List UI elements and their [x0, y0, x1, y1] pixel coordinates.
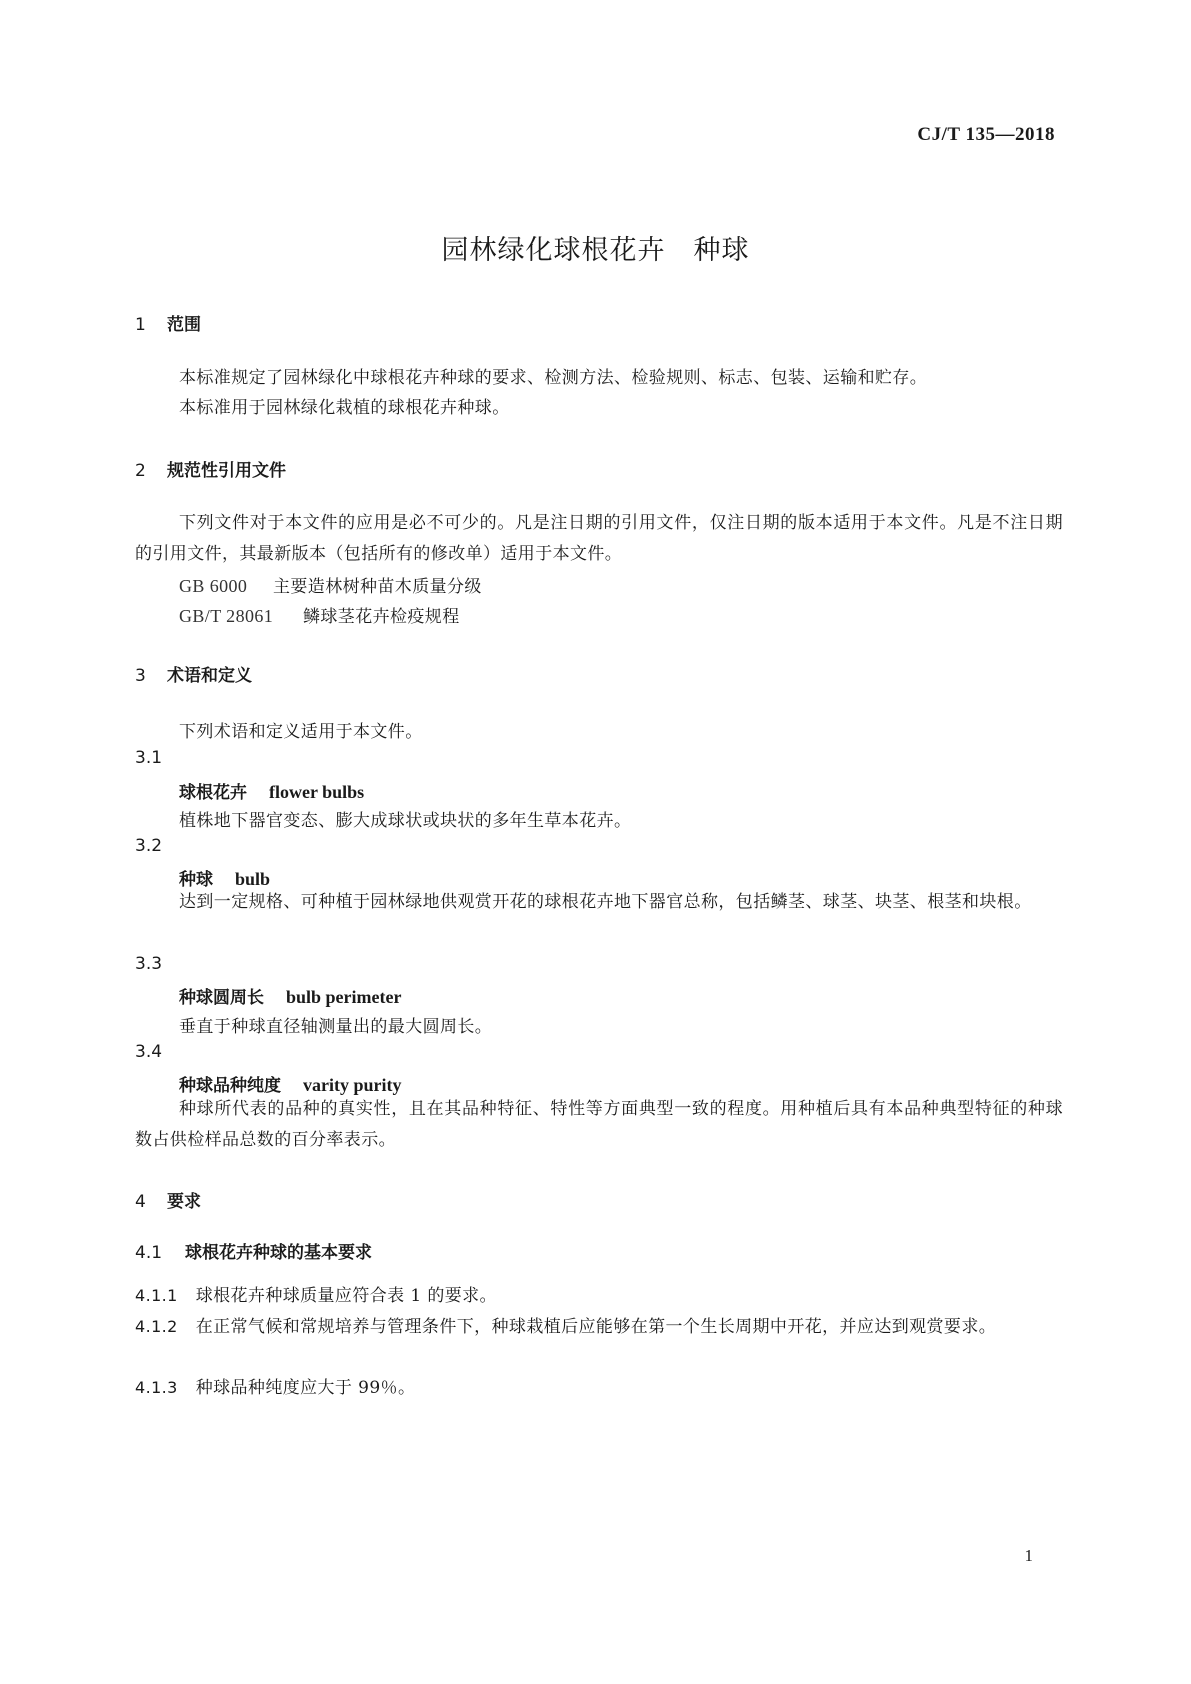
reference-code: GB 6000: [179, 576, 248, 596]
scope-paragraph-1: 本标准规定了园林绿化中球根花卉种球的要求、检测方法、检验规则、标志、包装、运输和贮存。: [179, 368, 928, 388]
clause-4-1-1: [135, 1280, 1063, 1312]
subsection-number: 4.1: [135, 1243, 163, 1263]
term-definition: 植株地下器官变态、膨大成球状或块状的多年生草本花卉。: [179, 811, 632, 831]
term-zh: 球根花卉: [179, 783, 247, 803]
section-2-heading: [135, 456, 286, 481]
term-number: 3.3: [135, 954, 163, 974]
term-en: bulb: [235, 869, 271, 889]
term-zh: 种球: [179, 870, 213, 890]
references-intro: 下列文件对于本文件的应用是必不可少的。凡是注日期的引用文件，仅注日期的版本适用于本文件。凡是不注日期的引用文件，其最新版本（包括所有的修改单）适用于本文件。: [135, 513, 1063, 564]
subsection-4-1-heading: [135, 1238, 372, 1263]
clause-4-1-3: [135, 1372, 1063, 1404]
section-number: 3: [135, 666, 146, 686]
section-number: 2: [135, 461, 146, 481]
clause-text: 在正常气候和常规培养与管理条件下，种球栽植后应能够在第一个生长周期中开花，并应达到观赏要求。: [195, 1317, 997, 1337]
section-4-heading: [135, 1187, 201, 1212]
section-1-heading: [135, 310, 201, 335]
reference-title: 鳞球茎花卉检疫规程: [303, 607, 460, 627]
section-title: 要求: [167, 1192, 201, 1212]
term-definition: 达到一定规格、可种植于园林绿地供观赏开花的球根花卉地下器官总称，包括鳞茎、球茎、块茎、根茎和块根。: [179, 892, 1032, 912]
term-definition: 种球所代表的品种的真实性，且在其品种特征、特性等方面典型一致的程度。用种植后具有本品种典型特征的种球数占供检样品总数的百分率表示。: [135, 1099, 1063, 1150]
clause-text: 种球品种纯度应大于 99％。: [195, 1378, 416, 1398]
term-en: flower bulbs: [269, 782, 365, 802]
clause-number: 4.1.1: [135, 1286, 178, 1305]
reference-item: [179, 572, 482, 597]
subsection-title: 球根花卉种球的基本要求: [185, 1243, 372, 1263]
term-name: [179, 983, 401, 1008]
clause-number: 4.1.2: [135, 1317, 178, 1336]
page-number: 1: [1024, 1546, 1033, 1565]
term-zh: 种球圆周长: [179, 988, 264, 1008]
term-number: 3.2: [135, 836, 163, 856]
standard-code: CJ/T 135—2018: [917, 124, 1055, 145]
term-zh: 种球品种纯度: [179, 1076, 281, 1096]
section-3-heading: [135, 661, 252, 686]
section-title: 术语和定义: [167, 666, 252, 686]
reference-title: 主要造林树种苗木质量分级: [273, 577, 482, 597]
clause-4-1-2: [135, 1311, 1063, 1343]
clause-number: 4.1.3: [135, 1378, 178, 1397]
section-title: 规范性引用文件: [167, 461, 286, 481]
term-name: [179, 1071, 402, 1096]
term-en: varity purity: [303, 1075, 402, 1095]
scope-paragraph-2: 本标准用于园林绿化栽植的球根花卉种球。: [179, 398, 510, 418]
section-number: 4: [135, 1192, 146, 1212]
term-number: 3.1: [135, 748, 163, 768]
term-definition: 垂直于种球直径轴测量出的最大圆周长。: [179, 1017, 493, 1037]
reference-code: GB/T 28061: [179, 606, 274, 626]
term-number: 3.4: [135, 1042, 163, 1062]
section-title: 范围: [167, 315, 201, 335]
clause-text: 球根花卉种球质量应符合表 1 的要求。: [195, 1286, 497, 1306]
terms-intro: 下列术语和定义适用于本文件。: [179, 722, 423, 742]
term-en: bulb perimeter: [286, 987, 402, 1007]
section-number: 1: [135, 315, 146, 335]
document-title: 园林绿化球根花卉 种球: [441, 235, 750, 266]
reference-item: [179, 602, 460, 627]
term-name: [179, 778, 364, 803]
